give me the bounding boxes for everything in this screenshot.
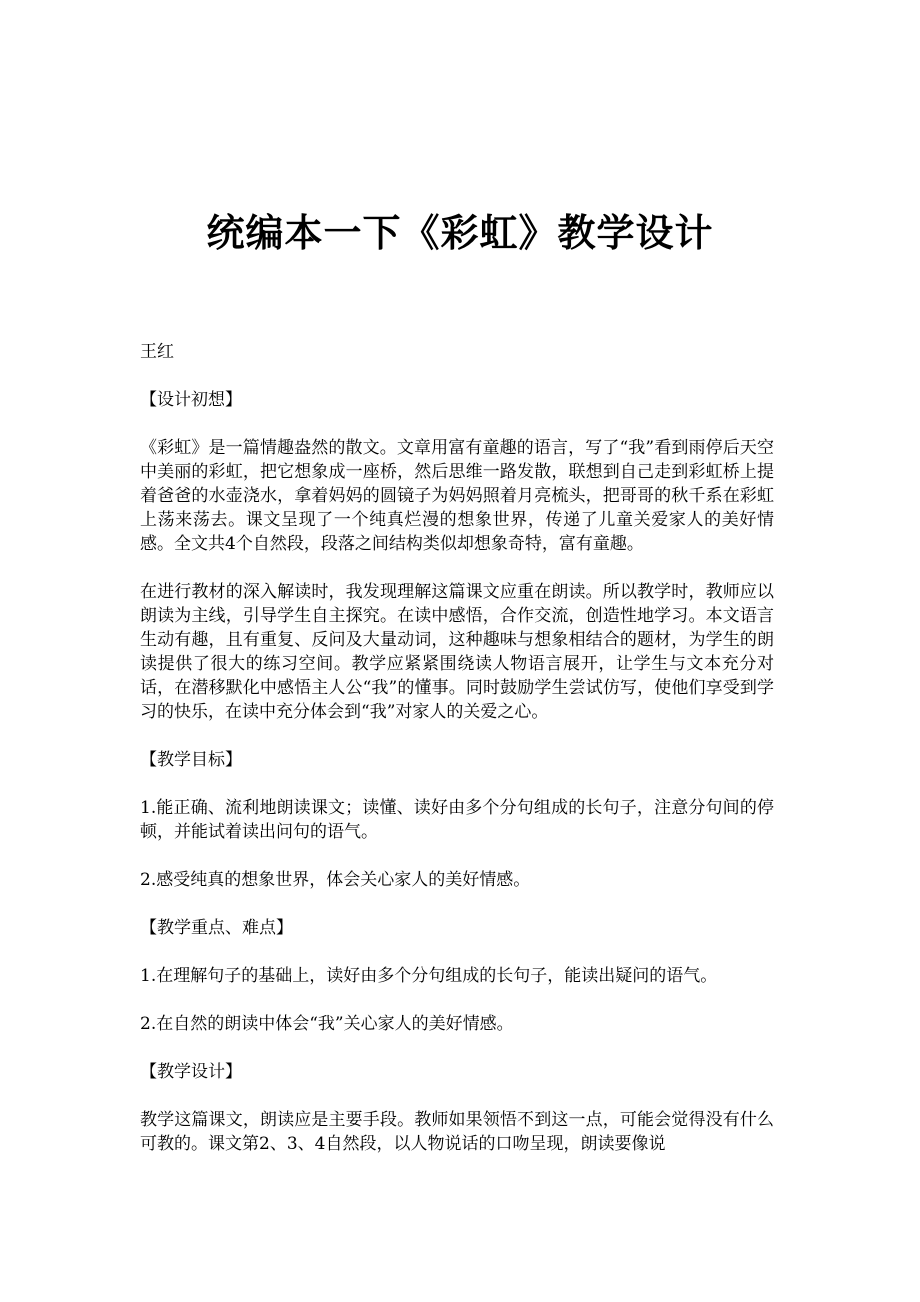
document-body: [140, 340, 774, 1180]
goal-item-1: 1.能正确、流利地朗读课文；读懂、读好由多个分句组成的长句子，注意分句间的停顿，并能试着读出问句的语气。: [140, 798, 774, 842]
key-point-2: 2.在自然的朗读中体会“我”关心家人的美好情感。: [140, 1014, 514, 1034]
document-title: 统编本一下《彩虹》教学设计: [206, 210, 714, 256]
section-heading-goals: 【教学目标】: [140, 750, 242, 770]
author-name: 王红: [140, 342, 174, 362]
goal-item-2: 2.感受纯真的想象世界，体会关心家人的美好情感。: [140, 870, 531, 890]
paragraph-teaching-design: 教学这篇课文，朗读应是主要手段。教师如果领悟不到这一点，可能会觉得没有什么可教的。课文第2、3、4自然段，以人物说话的口吻呈现，朗读要像说: [140, 1110, 774, 1154]
paragraph-intro: 《彩虹》是一篇情趣盎然的散文。文章用富有童趣的语言，写了“我”看到雨停后天空中美丽的彩虹，把它想象成一座桥，然后思维一路发散，联想到自己走到彩虹桥上提着爸爸的水壶浇水，拿着妈妈的圆镜子为妈妈照着月亮梳头，把哥哥的秋千系在彩虹上荡来荡去。课文呈现了一个纯真烂漫的想象世界，传递了儿童关爱家人的美好情感。全文共4个自然段，段落之间结构类似却想象奇特，富有童趣。: [140, 438, 774, 554]
key-point-1: 1.在理解句子的基础上，读好由多个分句组成的长句子，能读出疑问的语气。: [140, 966, 718, 986]
section-heading-key-points: 【教学重点、难点】: [140, 918, 293, 938]
section-heading-teaching-design: 【教学设计】: [140, 1062, 242, 1082]
section-heading-design-idea: 【设计初想】: [140, 390, 242, 410]
paragraph-interpretation: 在进行教材的深入解读时，我发现理解这篇课文应重在朗读。所以教学时，教师应以朗读为主线，引导学生自主探究。在读中感悟，合作交流，创造性地学习。本文语言生动有趣，且有重复、反问及大量动词，这种趣味与想象相结合的题材，为学生的朗读提供了很大的练习空间。教学应紧紧围绕读人物语言展开，让学生与文本充分对话，在潜移默化中感悟主人公“我”的懂事。同时鼓励学生尝试仿写，使他们享受到学习的快乐，在读中充分体会到“我”对家人的关爱之心。: [140, 582, 774, 722]
